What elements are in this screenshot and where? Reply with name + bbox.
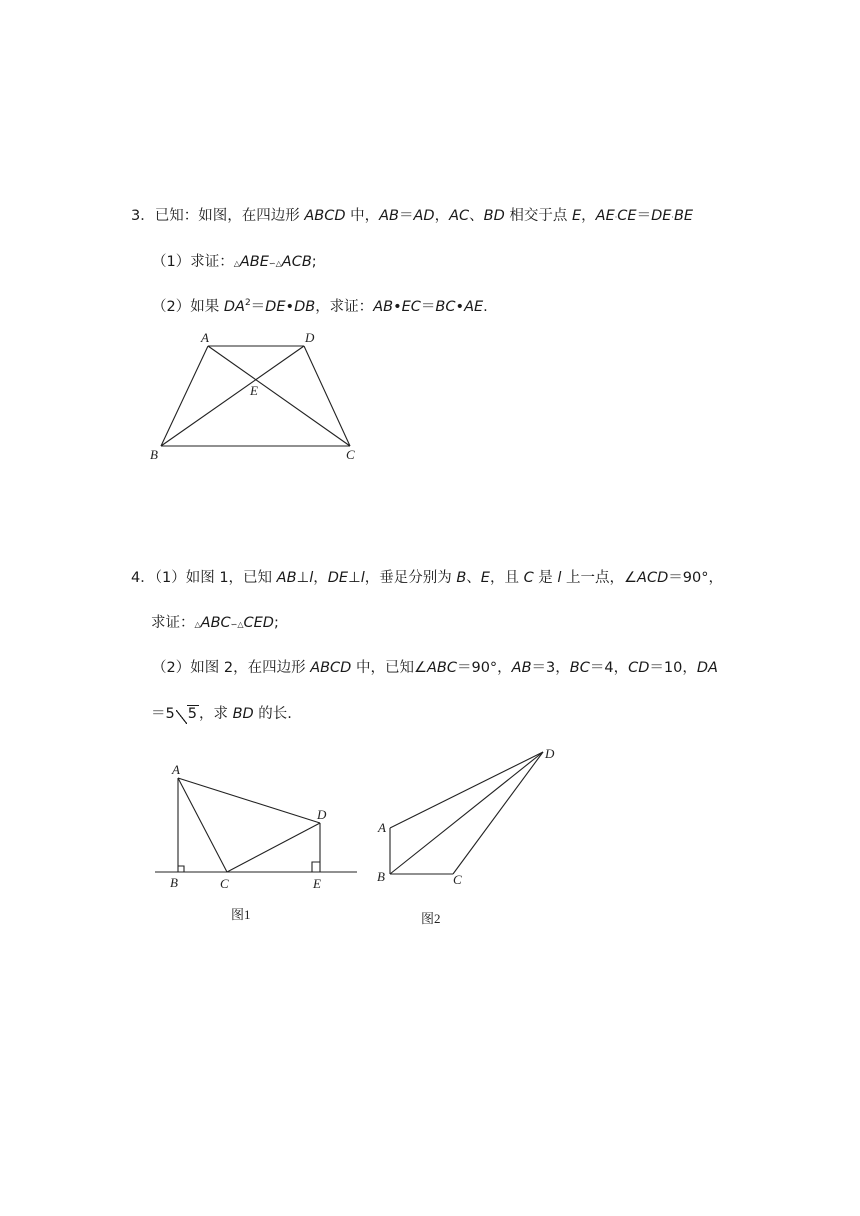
right-angle-mark-B (178, 866, 184, 872)
problem-4-part-1-line-2: 求证：△ABC∽△CED; (151, 615, 279, 631)
figure-2-caption: 图2 (421, 911, 441, 926)
problem-3-part-1: （1）求证：△ABE∽△ACB; (152, 254, 317, 270)
point-label-C: C (453, 872, 462, 887)
problem-4-part-2-line-2: ＝5 5 ，求 BD 的长. (151, 706, 292, 722)
figure-2 (390, 752, 543, 874)
point-label-E: E (250, 383, 258, 398)
segment-CD (227, 823, 320, 872)
point-label-A: A (201, 330, 209, 345)
point-label-B: B (170, 875, 178, 890)
square-root: 5 (176, 704, 199, 724)
problem-4-part-1: 4．（1）如图 1，已知 AB⊥l，DE⊥l，垂足分别为 B、E，且 C 是 l 上一点，∠ACD＝90°， (131, 570, 723, 586)
problem-3-part-2: （2）如果 $DA^2=DE•DB$，求证：AB•EC＝BC•AE. (152, 298, 488, 315)
point-label-C: C (220, 876, 229, 891)
segment-AD (390, 752, 543, 828)
point-label-D: D (317, 807, 327, 822)
point-label-A: A (172, 762, 180, 777)
segment-BD (161, 346, 304, 446)
segment-AC (208, 346, 350, 446)
problem-3-statement: 3．已知：如图，在四边形 ABCD 中，AB＝AD，AC、BD 相交于点 E，AE·CE＝DE·BE (131, 208, 694, 224)
point-label-B: B (150, 447, 158, 462)
point-label-A: A (378, 820, 386, 835)
problem-number: 4． (131, 570, 155, 586)
segment-AC (178, 778, 227, 872)
problem-4-part-2: （2）如图 2，在四边形 ABCD 中，已知∠ABC＝90°，AB＝3，BC＝4，CD＝10，DA (152, 660, 718, 676)
point-label-E: E (313, 876, 321, 891)
problem-number: 3． (131, 208, 155, 224)
segment-DC (304, 346, 350, 446)
point-label-C: C (346, 447, 355, 462)
segment-AD (178, 778, 320, 823)
figure-1 (155, 778, 357, 872)
figure-1-caption: 图1 (231, 907, 251, 922)
point-label-D: D (545, 746, 555, 761)
segment-AB (161, 346, 208, 446)
point-label-B: B (377, 869, 385, 884)
right-angle-mark-E (312, 862, 320, 872)
point-label-D: D (305, 330, 315, 345)
